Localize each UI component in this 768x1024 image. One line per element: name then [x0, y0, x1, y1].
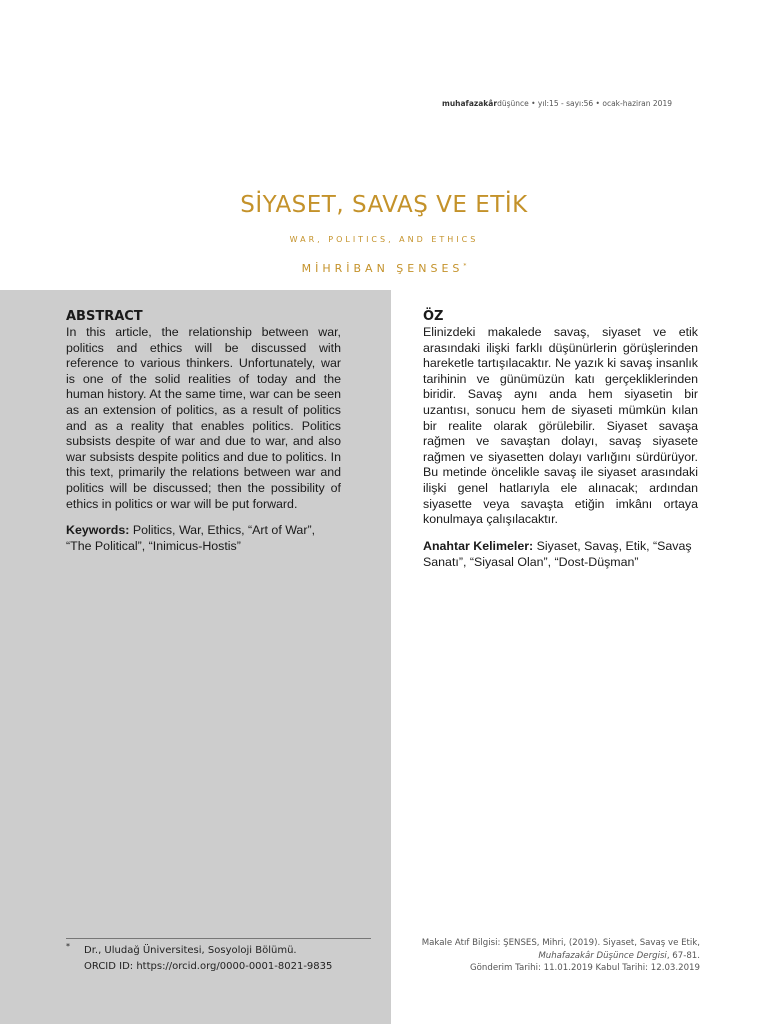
keywords-list: Politics, War, Ethics, “Art of War”, “The Political”, “Inimicus-Hostis” [66, 523, 316, 554]
journal-header [442, 99, 672, 108]
footnote [66, 943, 376, 975]
citation-line-1: Makale Atıf Bilgisi: ŞENSES, Mihri, (2019). Siyaset, Savaş ve Etik, [421, 938, 700, 948]
anahtar-kelimeler-list: Siyaset, Savaş, Etik, “Savaş Sanatı”, “Siyasal Olan”, “Dost-Düşman” [423, 538, 692, 569]
oz-text: Elinizdeki makalede savaş, siyaset ve etik arasındaki ilişki farklı düşünürlerin görüşlerinden hareketle tartışılacaktır. Ne yazık ki savaş insanlık tarihinin ve günümüzün katı gerçekliklerinden biridir. Savaş aynı anda hem siyasetin bir uzantısı, sonucu hem de siyaseti mümkün kılan bir realite olarak görülebilir. Siyaset savaşa rağmen ve savaştan dolayı, savaş siyasete rağmen ve siyasetten dolayı varlığını sürdürüyor. Bu metinde öncelikle savaş ile siyaset arasındaki ilişki genel hatlarıyla ele alınacak; ardından siyasette veya savaşta etiğin imkânı ortaya konulmaya çalışılacaktır. [423, 325, 698, 527]
keywords-label: Keywords: [66, 523, 130, 538]
footnote-mark: * [66, 942, 70, 951]
oz-heading: ÖZ [423, 309, 444, 324]
oz-section [423, 308, 698, 570]
citation-journal: Muhafazakâr Düşünce Dergisi [538, 950, 667, 961]
footnote-orcid: ORCID ID: https://orcid.org/0000-0001-8021-9835 [84, 961, 333, 972]
oz-keywords [423, 538, 698, 570]
article-subtitle: WAR, POLITICS, AND ETHICS [289, 235, 479, 244]
author-name: MİHRİBAN ŞENSES [301, 262, 464, 275]
journal-name: muhafazakâr [442, 99, 498, 108]
citation-info [380, 937, 700, 975]
author-footnote-mark: * [463, 262, 467, 270]
footnote-divider [66, 938, 371, 939]
abstract-text: In this article, the relationship between war, politics and ethics will be discussed with reference to various thinkers. Unfortunately, war is one of the solid realities of today and the human history. At the same time, war can be seen as an extension of politics, as a result of politics and as a reality that enables politics. Politics subsists despite of war and due to war, and also war subsists despite politics and due to politics. In this text, primarily the relations between war and politics will be discussed; then the possibility of ethics in politics or war will be put forward. [66, 325, 341, 511]
anahtar-kelimeler-label: Anahtar Kelimeler: [423, 538, 534, 553]
article-title: SİYASET, SAVAŞ VE ETİK [240, 192, 528, 218]
footnote-affiliation: Dr., Uludağ Üniversitesi, Sosyoloji Bölümü. [84, 945, 297, 956]
abstract-heading: ABSTRACT [66, 309, 143, 324]
abstract-section [66, 308, 341, 554]
citation-line-2 [380, 950, 700, 963]
author [0, 262, 768, 275]
journal-issue-info: düşünce • yıl:15 - sayı:56 • ocak-haziran 2019 [497, 99, 672, 108]
citation-pages: , 67-81. [666, 950, 700, 961]
abstract-keywords [66, 522, 341, 554]
citation-dates: Gönderim Tarihi: 11.01.2019 Kabul Tarihi: 12.03.2019 [470, 963, 700, 973]
